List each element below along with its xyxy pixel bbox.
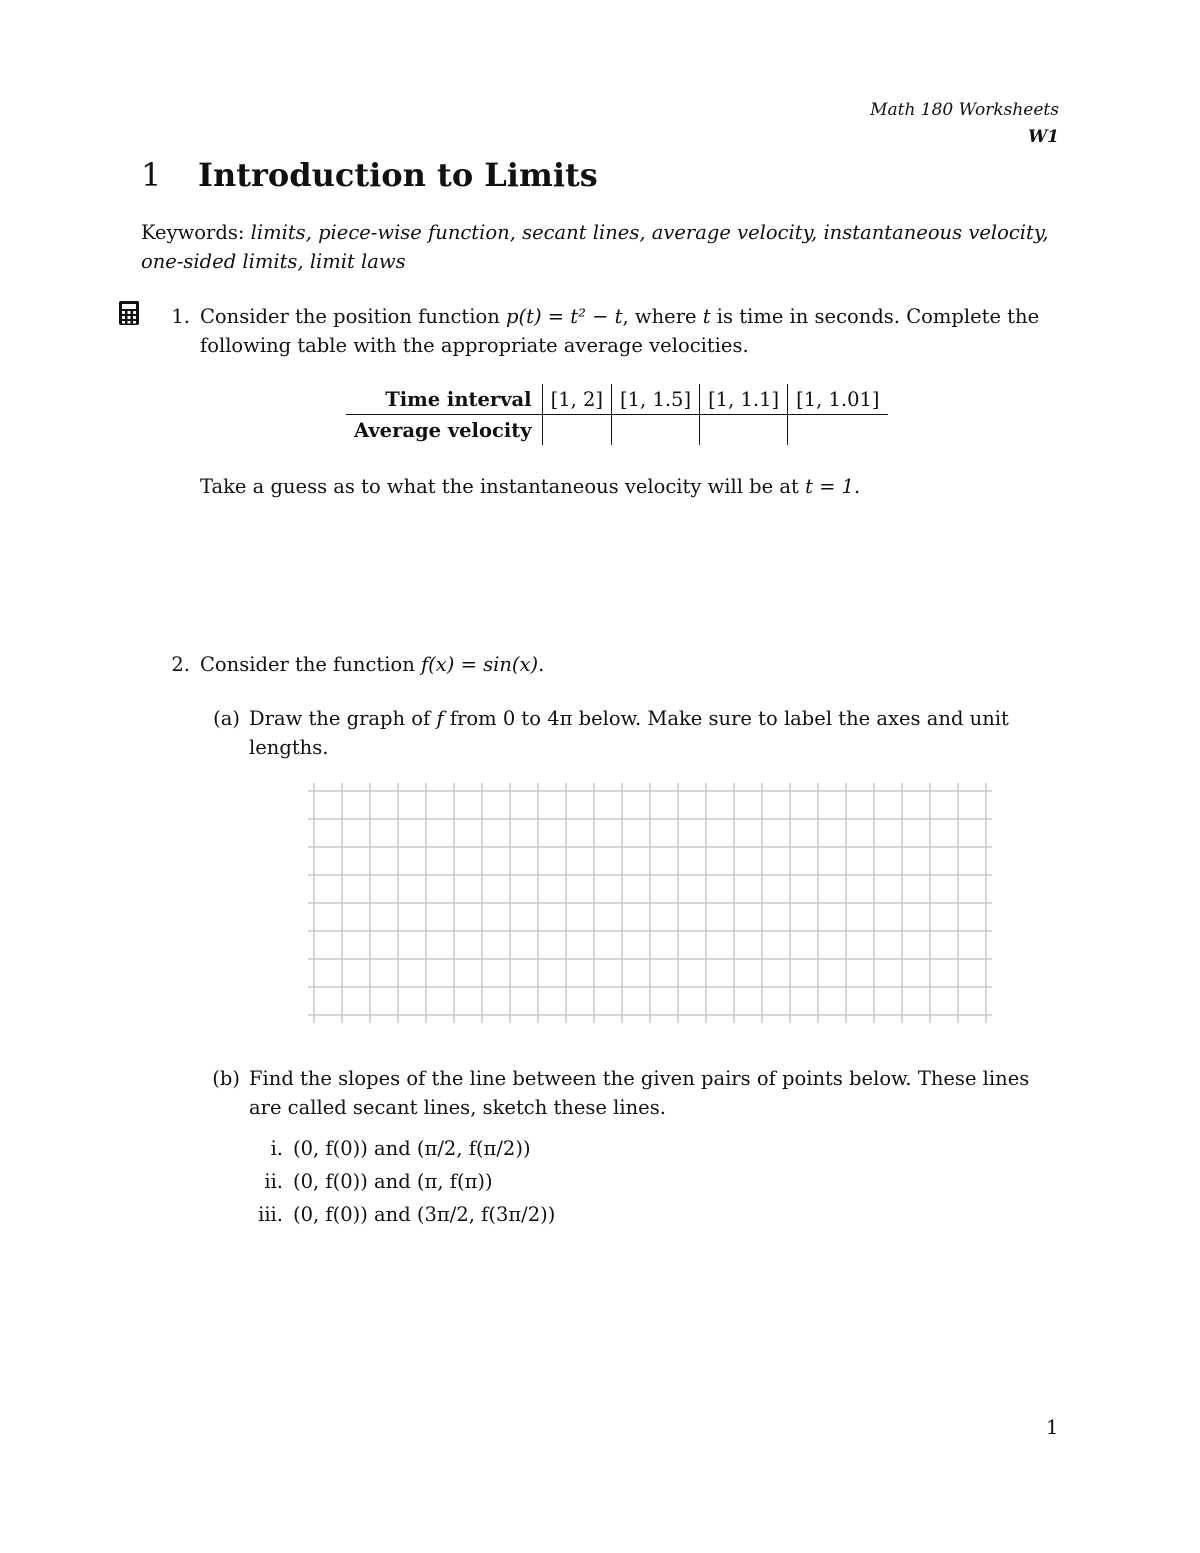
worksheet-code: W1 bbox=[1028, 127, 1059, 147]
velocity-blank-cell[interactable] bbox=[788, 415, 888, 446]
question-2-text: Consider the function bbox=[200, 653, 421, 676]
list-item-number: ii. bbox=[264, 1170, 283, 1193]
position-function: p(t) = t² − t bbox=[506, 305, 623, 328]
keywords-terms-line1: limits, piece-wise function, secant lines, average velocity, instantaneous velocity, bbox=[250, 221, 1049, 244]
list-item-text: (0, f(0)) and (π, f(π)) bbox=[293, 1170, 493, 1193]
velocity-blank-cell[interactable] bbox=[612, 415, 700, 446]
interval-cell: [1, 1.01] bbox=[788, 384, 888, 415]
part-a-line2: lengths. bbox=[249, 736, 329, 759]
guess-period: . bbox=[854, 475, 861, 498]
interval-cell: [1, 1.1] bbox=[700, 384, 788, 415]
time-variable: t bbox=[702, 305, 711, 328]
part-b bbox=[200, 1064, 1062, 1122]
interval-cell: [1, 2] bbox=[542, 384, 611, 415]
part-b-line1: Find the slopes of the line between the given pairs of points below. These lines bbox=[249, 1067, 1030, 1090]
part-a-text-b: from 0 to 4π below. Make sure to label the axes and unit bbox=[443, 707, 1009, 730]
section-number: 1 bbox=[141, 156, 162, 194]
question-1-text: Consider the position function bbox=[200, 305, 507, 328]
list-item bbox=[230, 1134, 730, 1167]
sine-function: f(x) = sin(x) bbox=[420, 653, 539, 676]
velocity-blank-cell[interactable] bbox=[700, 415, 788, 446]
list-item bbox=[230, 1200, 730, 1233]
average-velocity-row bbox=[346, 415, 888, 446]
question-1-number: 1. bbox=[171, 305, 190, 328]
keywords-terms-line2: one-sided limits, limit laws bbox=[141, 250, 406, 273]
graph-grid[interactable] bbox=[308, 781, 1004, 1033]
part-a-text: Draw the graph of bbox=[249, 707, 437, 730]
velocity-table bbox=[346, 384, 888, 445]
keywords-label: Keywords: bbox=[141, 221, 245, 244]
question-2-number: 2. bbox=[171, 653, 190, 676]
calculator-icon bbox=[118, 300, 140, 326]
time-interval-row bbox=[346, 384, 888, 415]
question-1 bbox=[150, 302, 1062, 360]
velocity-blank-cell[interactable] bbox=[542, 415, 611, 446]
list-item-number: iii. bbox=[258, 1203, 283, 1226]
page-number: 1 bbox=[1046, 1416, 1059, 1439]
keywords-paragraph bbox=[141, 218, 1061, 276]
time-interval-label: Time interval bbox=[346, 384, 542, 415]
part-a-label: (a) bbox=[213, 707, 240, 730]
question-1-line2: following table with the appropriate average velocities. bbox=[200, 334, 749, 357]
guess-math: t = 1 bbox=[805, 475, 855, 498]
question-2-period: . bbox=[538, 653, 545, 676]
part-a bbox=[200, 704, 1062, 762]
question-1-text-c: is time in seconds. Complete the bbox=[710, 305, 1040, 328]
list-item-number: i. bbox=[270, 1137, 283, 1160]
list-item bbox=[230, 1167, 730, 1200]
course-title: Math 180 Worksheets bbox=[870, 100, 1059, 120]
part-b-label: (b) bbox=[212, 1067, 240, 1090]
guess-prompt bbox=[200, 472, 860, 501]
guess-text: Take a guess as to what the instantaneous velocity will be at bbox=[200, 475, 806, 498]
list-item-text: (0, f(0)) and (π/2, f(π/2)) bbox=[293, 1137, 531, 1160]
interval-cell: [1, 1.5] bbox=[612, 384, 700, 415]
question-2 bbox=[150, 650, 544, 679]
part-b-line2: are called secant lines, sketch these lines. bbox=[249, 1096, 666, 1119]
part-a-f: f bbox=[436, 707, 444, 730]
list-item-text: (0, f(0)) and (3π/2, f(3π/2)) bbox=[293, 1203, 556, 1226]
section-title: Introduction to Limits bbox=[198, 156, 598, 194]
question-1-text-b: , where bbox=[622, 305, 703, 328]
average-velocity-label: Average velocity bbox=[354, 418, 532, 442]
section-heading bbox=[141, 156, 598, 194]
secant-point-list bbox=[230, 1134, 730, 1233]
